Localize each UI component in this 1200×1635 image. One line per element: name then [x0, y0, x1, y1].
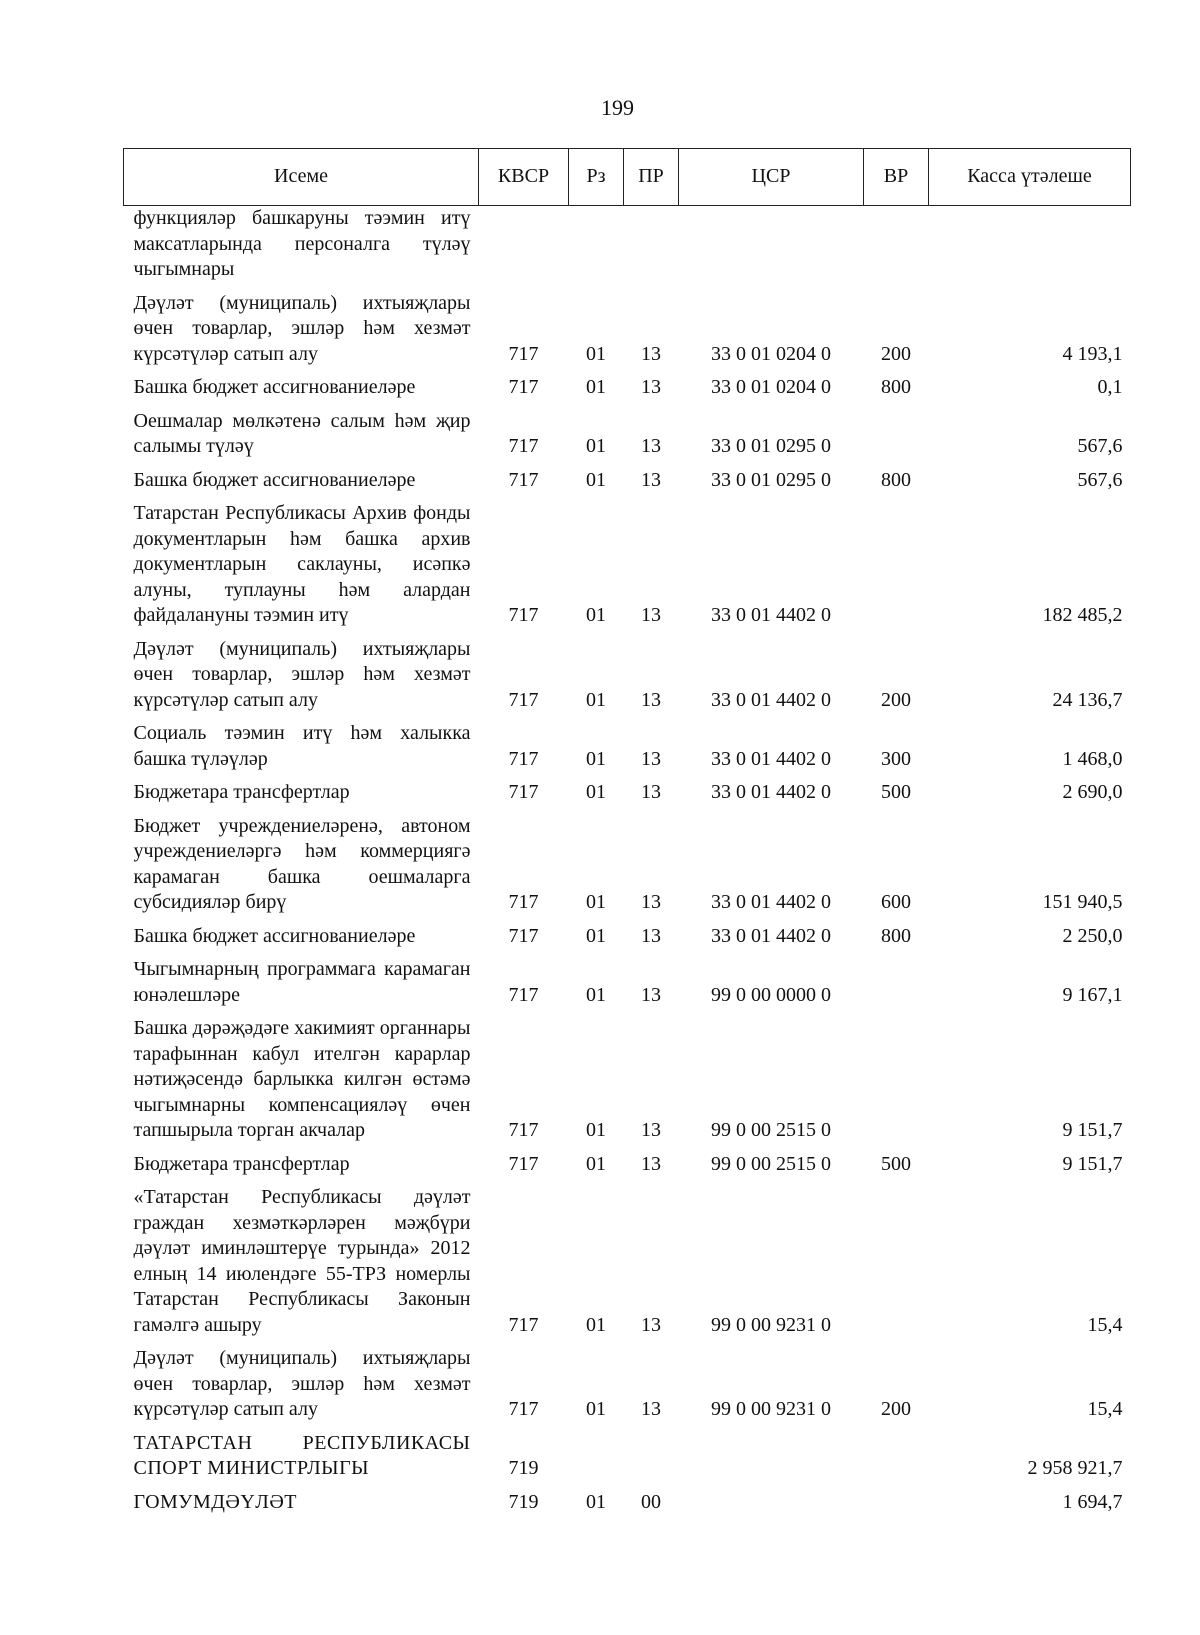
- row-pr: 13: [641, 1313, 661, 1336]
- row-vr: [864, 206, 929, 287]
- table-row: [124, 1486, 1131, 1520]
- row-rz: [569, 1427, 624, 1486]
- row-rz: 01: [586, 1313, 606, 1336]
- row-kvsr: 717: [508, 924, 539, 947]
- row-kvsr: 717: [508, 342, 539, 365]
- table-row: [124, 953, 1131, 1012]
- col-header-rz: Рз: [569, 149, 624, 206]
- col-header-csr: ЦСР: [679, 149, 864, 206]
- row-rz: 01: [586, 1152, 606, 1175]
- row-pr: 13: [641, 342, 661, 365]
- row-rz: 01: [586, 983, 606, 1006]
- row-pr: 13: [641, 468, 661, 491]
- row-amount: [929, 206, 1131, 287]
- row-pr: [624, 1427, 679, 1486]
- row-pr: 13: [641, 376, 661, 398]
- row-rz: 01: [586, 376, 606, 398]
- row-name: Бюджет учреждениеләренә, автоном учреждениеләргә һәм коммерциягә карамаган башка оешмаларга субсидияләр бирү: [133, 814, 471, 913]
- row-vr: [864, 1181, 929, 1342]
- col-header-amount: Касса үтәлеше: [929, 149, 1131, 206]
- row-vr: 800: [881, 924, 911, 947]
- row-kvsr: 717: [508, 781, 539, 803]
- row-name: «Татарстан Республикасы дәүләт граждан хезмәткәрләрен мәҗбүри дәүләт иминләштерүе турында» 2012 елның 14 июлендәге 55-ТРЗ номерлы Татарстан Республикасы Законын гамәлгә ашыру: [133, 1186, 471, 1336]
- table-row: [124, 206, 1131, 287]
- row-vr: 800: [881, 376, 911, 398]
- row-rz: 01: [586, 342, 606, 365]
- row-name: Башка дәрәҗәдәге хакимият органнары тарафыннан кабул ителгән карарлар нәтиҗәсендә барлыкка килгән өстәмә чыгымнарны компенсацияләү өчен тапшырыла торган акчалар: [133, 1017, 471, 1141]
- row-name: Бюджетара трансфертлар: [133, 781, 350, 803]
- row-rz: 01: [586, 1490, 606, 1513]
- row-pr: 13: [641, 781, 661, 803]
- row-amount: 567,6: [1077, 435, 1123, 457]
- row-vr: [864, 953, 929, 1012]
- table-row: [124, 810, 1131, 920]
- table-row: [124, 371, 1131, 405]
- row-rz: 01: [586, 468, 606, 491]
- row-kvsr: 717: [508, 983, 539, 1006]
- table-row: [124, 1012, 1131, 1148]
- row-rz: 01: [586, 781, 606, 803]
- row-amount: 4 193,1: [1062, 342, 1123, 365]
- table-row: [124, 1342, 1131, 1427]
- row-csr: 99 0 00 0000 0: [711, 983, 831, 1006]
- row-csr: 33 0 01 4402 0: [711, 781, 831, 803]
- row-amount: 2 958 921,7: [1027, 1457, 1123, 1479]
- table-row: [124, 920, 1131, 954]
- row-amount: 15,4: [1087, 1398, 1123, 1420]
- row-amount: 567,6: [1077, 468, 1123, 491]
- row-kvsr: 717: [508, 604, 539, 626]
- row-name: Дәүләт (муниципаль) ихтыяҗлары өчен товарлар, эшләр һәм хезмәт күрсәтүләр сатып алу: [133, 1347, 471, 1420]
- row-rz: 01: [586, 1119, 606, 1141]
- row-csr: [679, 1427, 864, 1486]
- row-csr: 99 0 00 9231 0: [711, 1398, 831, 1420]
- row-rz: 01: [586, 435, 606, 457]
- row-name: Социаль тәэмин итү һәм халыкка башка түләүләр: [133, 722, 471, 770]
- table-row: [124, 633, 1131, 718]
- row-vr: [864, 1427, 929, 1486]
- row-csr: 33 0 01 0204 0: [711, 342, 831, 365]
- row-vr: 500: [881, 781, 911, 803]
- row-amount: 2 250,0: [1062, 924, 1123, 947]
- row-amount: 9 151,7: [1062, 1152, 1123, 1175]
- row-kvsr: [479, 206, 569, 287]
- row-vr: [864, 1012, 929, 1148]
- table-row: [124, 287, 1131, 372]
- row-name: Дәүләт (муниципаль) ихтыяҗлары өчен товарлар, эшләр һәм хезмәт күрсәтүләр сатып алу: [133, 291, 471, 365]
- row-csr: 33 0 01 4402 0: [711, 747, 831, 770]
- row-amount: 0,1: [1097, 376, 1123, 398]
- row-amount: 182 485,2: [1042, 604, 1123, 626]
- row-pr: 13: [641, 1119, 661, 1141]
- row-csr: 33 0 01 4402 0: [711, 924, 831, 947]
- row-amount: 2 690,0: [1062, 781, 1123, 803]
- row-kvsr: 719: [508, 1490, 539, 1513]
- row-csr: 33 0 01 0204 0: [711, 376, 831, 398]
- row-name: функцияләр башкаруны тәэмин итү максатларында персоналга түләү чыгымнары: [133, 207, 471, 280]
- row-vr: 200: [881, 688, 911, 711]
- row-rz: 01: [586, 924, 606, 947]
- table-row: [124, 497, 1131, 633]
- row-kvsr: 717: [508, 376, 539, 398]
- row-name: Башка бюджет ассигнованиеләре: [133, 924, 416, 947]
- row-csr: 33 0 01 0295 0: [711, 468, 831, 491]
- row-pr: 13: [641, 747, 661, 770]
- table-row: [124, 776, 1131, 810]
- row-kvsr: 717: [508, 1313, 539, 1336]
- row-name: Дәүләт (муниципаль) ихтыяҗлары өчен товарлар, эшләр һәм хезмәт күрсәтүләр сатып алу: [133, 637, 471, 711]
- row-amount: 151 940,5: [1042, 891, 1123, 913]
- row-pr: 13: [641, 604, 661, 626]
- row-amount: 1 468,0: [1062, 747, 1123, 770]
- row-kvsr: 717: [508, 435, 539, 457]
- row-kvsr: 717: [508, 688, 539, 711]
- table-row: [124, 1148, 1131, 1182]
- row-pr: [624, 206, 679, 287]
- row-vr: [864, 405, 929, 464]
- row-name: ГОМУМДӘҮЛӘТ: [133, 1490, 297, 1513]
- row-kvsr: 717: [508, 1398, 539, 1420]
- row-kvsr: 717: [508, 1119, 539, 1141]
- row-pr: 13: [641, 924, 661, 947]
- row-kvsr: 717: [508, 468, 539, 491]
- header-row: [124, 149, 1131, 206]
- col-header-vr: ВР: [864, 149, 929, 206]
- row-amount: 15,4: [1087, 1313, 1123, 1336]
- row-rz: 01: [586, 891, 606, 913]
- table-row: [124, 405, 1131, 464]
- table-row: [124, 1427, 1131, 1486]
- row-pr: 13: [641, 1152, 661, 1175]
- row-amount: 24 136,7: [1052, 688, 1123, 711]
- row-kvsr: 717: [508, 891, 539, 913]
- row-vr: 200: [881, 1398, 911, 1420]
- row-amount: 1 694,7: [1062, 1490, 1123, 1513]
- row-csr: [679, 206, 864, 287]
- table-row: [124, 464, 1131, 498]
- row-name: ТАТАРСТАН РЕСПУБЛИКАСЫ СПОРТ МИНИСТРЛЫГЫ: [133, 1431, 471, 1479]
- row-amount: 9 151,7: [1062, 1119, 1123, 1141]
- row-pr: 13: [641, 983, 661, 1006]
- row-rz: 01: [586, 604, 606, 626]
- table-row: [124, 1181, 1131, 1342]
- row-csr: 33 0 01 4402 0: [711, 891, 831, 913]
- row-kvsr: 717: [508, 1152, 539, 1175]
- row-csr: 33 0 01 4402 0: [711, 604, 831, 626]
- row-pr: 13: [641, 435, 661, 457]
- row-csr: 99 0 00 2515 0: [711, 1119, 831, 1141]
- row-vr: 600: [881, 891, 911, 913]
- row-csr: 99 0 00 9231 0: [711, 1313, 831, 1336]
- row-csr: 33 0 01 0295 0: [711, 435, 831, 457]
- row-name: Татарстан Республикасы Архив фонды документларын һәм башка архив документларын саклауны, исәпкә алуны, туплауны һәм алардан файдалануны тәэмин итү: [133, 502, 471, 626]
- row-pr: 13: [641, 688, 661, 711]
- row-csr: 99 0 00 2515 0: [711, 1152, 831, 1175]
- row-name: Оешмалар мөлкәтенә салым һәм җир салымы түләү: [133, 409, 471, 457]
- row-vr: 200: [881, 342, 911, 365]
- row-name: Башка бюджет ассигнованиеләре: [133, 468, 416, 491]
- row-amount: 9 167,1: [1062, 983, 1123, 1006]
- col-header-kvsr: КВСР: [479, 149, 569, 206]
- row-vr: 300: [881, 747, 911, 770]
- row-kvsr: 717: [508, 747, 539, 770]
- row-name: Башка бюджет ассигнованиеләре: [133, 376, 416, 398]
- col-header-name: Исеме: [124, 149, 479, 206]
- row-pr: 13: [641, 891, 661, 913]
- row-vr: 500: [881, 1152, 911, 1175]
- row-csr: [679, 1486, 864, 1520]
- row-vr: [864, 1486, 929, 1520]
- table-row: [124, 717, 1131, 776]
- row-pr: 00: [641, 1490, 661, 1513]
- page-number: 199: [601, 95, 634, 120]
- row-kvsr: 719: [508, 1457, 539, 1479]
- row-csr: 33 0 01 4402 0: [711, 688, 831, 711]
- row-rz: 01: [586, 747, 606, 770]
- row-vr: 800: [881, 468, 911, 491]
- row-rz: 01: [586, 1398, 606, 1420]
- row-pr: 13: [641, 1398, 661, 1420]
- row-name: Чыгымнарның программага карамаган юнәлешләре: [133, 958, 471, 1006]
- row-name: Бюджетара трансфертлар: [133, 1152, 350, 1175]
- row-rz: [569, 206, 624, 287]
- row-rz: 01: [586, 688, 606, 711]
- col-header-pr: ПР: [624, 149, 679, 206]
- row-vr: [864, 497, 929, 633]
- budget-table: [123, 148, 1131, 1519]
